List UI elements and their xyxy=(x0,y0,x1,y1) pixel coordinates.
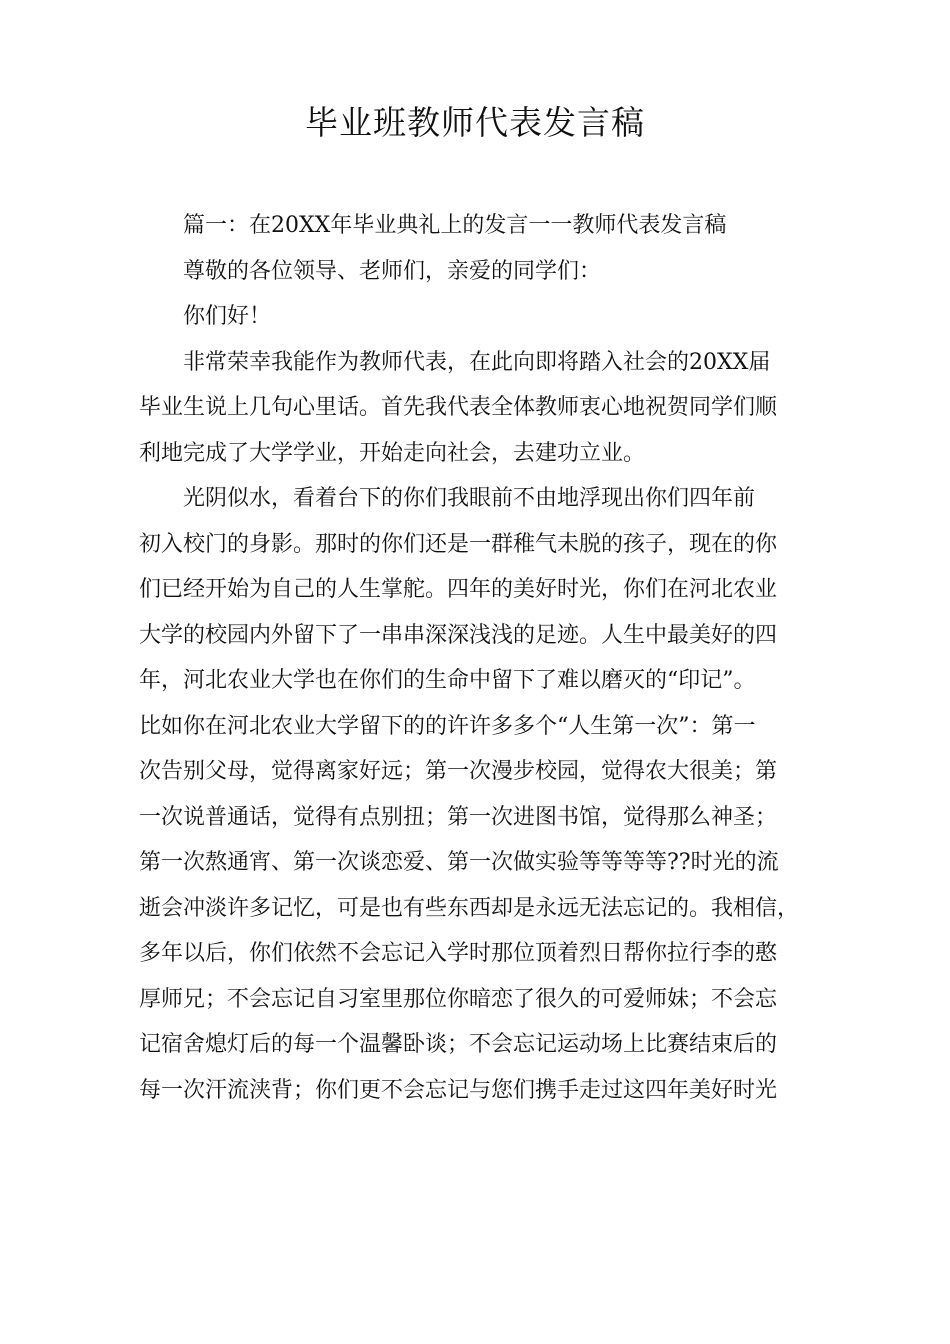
paragraph-memories xyxy=(139,476,819,1113)
text-line: 初入校门的身影。那时的你们还是一群稚气未脱的孩子，现在的你 xyxy=(139,531,778,557)
text-line: 光阴似水，看着台下的你们我眼前不由地浮现出你们四年前 xyxy=(183,486,756,511)
paragraph-greeting xyxy=(139,294,819,340)
paragraph-salutation xyxy=(139,249,819,295)
text-line: 利地完成了大学学业，开始走向社会，去建功立业。 xyxy=(139,440,646,466)
text-line: 年，河北农业大学也在你们的生命中留下了难以磨灭的“印记”。 xyxy=(139,668,756,693)
text-line: 逝会冲淡许多记忆，可是也有些东西却是永远无法忘记的。我相信， xyxy=(139,895,800,921)
text-line: 非常荣幸我能作为教师代表，在此向即将踏入社会的20XX届 xyxy=(183,349,771,375)
text-line: 尊敬的各位领导、老师们，亲爱的同学们： xyxy=(183,258,602,284)
text-line: 你们好！ xyxy=(183,304,272,329)
document-title: 毕业班教师代表发言稿 xyxy=(305,103,645,142)
text-line: 厚师兄；不会忘记自习室里那位你暗恋了很久的可爱师妹；不会忘 xyxy=(139,986,778,1012)
text-line: 每一次汗流浃背；你们更不会忘记与您们携手走过这四年美好时光 xyxy=(139,1077,778,1103)
text-line: 多年以后，你们依然不会忘记入学时那位顶着烈日帮你拉行李的憨 xyxy=(139,941,778,966)
paragraph-heading xyxy=(139,203,819,249)
text-line: 次告别父母，觉得离家好远；第一次漫步校园，觉得农大很美；第 xyxy=(139,759,778,784)
text-line: 篇一：在20XX年毕业典礼上的发言一一教师代表发言稿 xyxy=(183,213,727,238)
text-line: 一次说普通话，觉得有点别扭；第一次进图书馆，觉得那么神圣； xyxy=(139,804,778,830)
text-line: 们已经开始为自己的人生掌舵。四年的美好时光，你们在河北农业 xyxy=(139,577,778,602)
paragraph-intro xyxy=(139,340,819,477)
text-line: 第一次熬通宵、第一次谈恋爱、第一次做实验等等等等??时光的流 xyxy=(139,850,779,875)
text-line: 大学的校园内外留下了一串串深深浅浅的足迹。人生中最美好的四 xyxy=(139,622,778,648)
text-line: 比如你在河北农业大学留下的的许许多多个“人生第一次”：第一 xyxy=(139,713,756,739)
text-line: 记宿舍熄灯后的每一个温馨卧谈；不会忘记运动场上比赛结束后的 xyxy=(139,1032,778,1057)
document-body xyxy=(139,203,819,1113)
text-line: 毕业生说上几句心里话。首先我代表全体教师衷心地祝贺同学们顺 xyxy=(139,395,778,420)
